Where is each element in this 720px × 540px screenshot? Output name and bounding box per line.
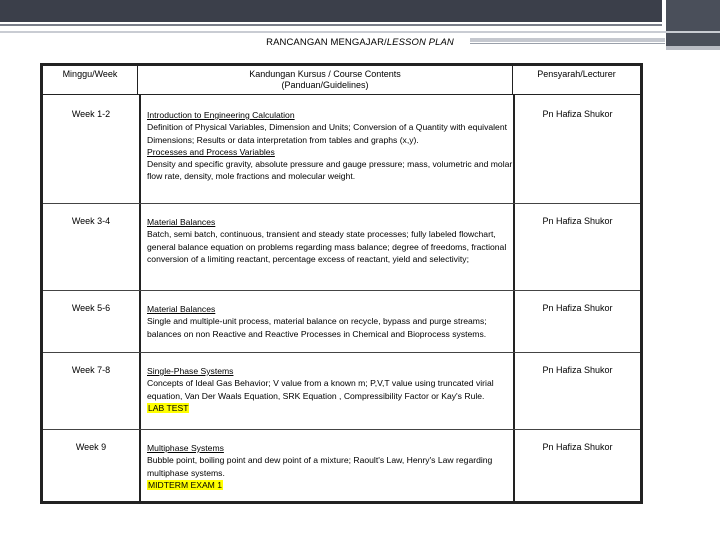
lab-test-highlight: LAB TEST <box>148 402 189 413</box>
topic-description: Batch, semi batch, continuous, transient and steady state processes; fully labeled flowchart, general balance equation on problems regarding mass balance; degree of freedoms, fractional conversion of a limiting reactant, percentage excess of reactant, yield and selectivity; <box>147 229 507 264</box>
content-cell <box>147 216 513 265</box>
topic-title: Multiphase Systems <box>147 443 224 453</box>
content-cell <box>147 303 513 340</box>
topic-description: Concepts of Ideal Gas Behavior; V value from a known m; P,V,T value using truncated virial equation, Van Der Waals Equation, SRK Equation , Compressibility Factor or Kay's Rule. <box>147 378 494 401</box>
topic-description: Density and specific gravity, absolute pressure and gauge pressure; mass, volumetric and molar flow rate, density, mole fractions and molecular weight. <box>147 159 513 182</box>
table-header-row <box>43 66 640 94</box>
table-row <box>43 430 640 504</box>
banner-bar <box>0 0 662 22</box>
topic-description: Single and multiple-unit process, material balance on recycle, bypass and purge streams; balances on non Reactive and Reactive Processes in Chemical and Bioprocess systems. <box>147 316 487 339</box>
header-contents <box>140 66 510 94</box>
midterm-highlight: MIDTERM EXAM 1 <box>148 479 223 490</box>
week-cell: Week 1-2 <box>71 109 111 119</box>
lecturer-cell: Pn Hafiza Shukor <box>542 216 613 226</box>
banner-line <box>0 24 662 26</box>
table-row <box>43 291 640 352</box>
table-row <box>43 353 640 429</box>
lesson-plan-table <box>40 63 643 504</box>
topic-title: Single-Phase Systems <box>147 366 234 376</box>
header-lecturer: Pensyarah/Lecturer <box>512 66 640 94</box>
lecturer-cell: Pn Hafiza Shukor <box>542 109 613 119</box>
header-contents-line1: Kandungan Kursus / Course Contents <box>249 69 401 79</box>
table-row <box>43 204 640 290</box>
content-cell <box>147 442 513 491</box>
topic-description: Bubble point, boiling point and dew point of a mixture; Raoult's Law, Henry's Law regarding multiphase systems. <box>147 455 493 478</box>
slide-banner <box>0 0 720 30</box>
lecturer-cell: Pn Hafiza Shukor <box>542 442 613 452</box>
topic-title: Material Balances <box>147 217 216 227</box>
week-cell: Week 7-8 <box>71 365 111 375</box>
page-title-normal: RANCANGAN MENGAJAR/ <box>266 37 387 48</box>
content-cell <box>147 365 513 414</box>
topic-title: Introduction to Engineering Calculation <box>147 110 295 120</box>
page-title <box>0 37 720 48</box>
topic-title: Processes and Process Variables <box>147 146 275 157</box>
lecturer-cell: Pn Hafiza Shukor <box>542 365 613 375</box>
header-week: Minggu/Week <box>43 66 138 94</box>
topic-description: Definition of Physical Variables, Dimension and Units; Conversion of a Quantity with equivalent Dimensions; Results or data interpretation from tables and graphs (x,y). <box>147 122 508 145</box>
lecturer-cell: Pn Hafiza Shukor <box>542 303 613 313</box>
week-cell: Week 9 <box>75 442 107 452</box>
header-contents-line2: (Panduan/Guidelines) <box>281 80 369 90</box>
content-cell <box>147 109 513 183</box>
banner-rule <box>0 31 720 33</box>
table-row <box>43 95 640 203</box>
week-cell: Week 3-4 <box>71 216 111 226</box>
page-title-italic: LESSON PLAN <box>386 37 454 48</box>
week-cell: Week 5-6 <box>71 303 111 313</box>
topic-title: Material Balances <box>147 304 216 314</box>
